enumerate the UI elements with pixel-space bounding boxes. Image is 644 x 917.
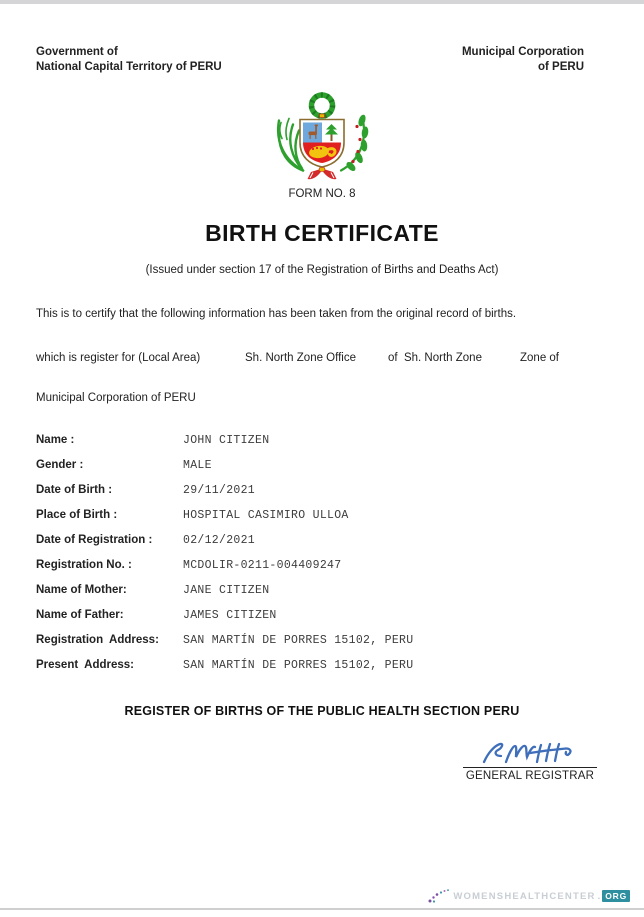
form-number: FORM NO. 8 (288, 188, 356, 200)
peru-coat-of-arms-icon (269, 90, 375, 184)
field-value: 02/12/2021 (183, 534, 256, 547)
field-value: MCDOLIR-0211-004409247 (183, 559, 342, 572)
register-corporation-text: Municipal Corporation of PERU (36, 392, 196, 404)
field-row (36, 580, 608, 605)
issuer-left (36, 45, 222, 75)
certificate-title: BIRTH CERTIFICATE (205, 220, 439, 246)
field-value: 29/11/2021 (183, 484, 256, 497)
signature-block (463, 740, 597, 782)
register-line (0, 352, 644, 368)
watermark-separator: . (597, 890, 601, 902)
field-label: Date of Registration : (36, 534, 153, 546)
header (36, 45, 584, 75)
fields-list (36, 430, 608, 680)
watermark-site-name: WOMENSHEALTHCENTER (453, 890, 596, 902)
field-row (36, 530, 608, 555)
signature-line (463, 767, 597, 768)
field-label: Name of Mother: (36, 584, 127, 596)
watermark (427, 888, 630, 904)
field-row (36, 455, 608, 480)
field-row (36, 505, 608, 530)
field-value: SAN MARTÍN DE PORRES 15102, PERU (183, 634, 414, 647)
field-row (36, 655, 608, 680)
top-border-bar (0, 0, 644, 4)
field-row (36, 430, 608, 455)
field-value: HOSPITAL CASIMIRO ULLOA (183, 509, 349, 522)
field-value: JANE CITIZEN (183, 584, 270, 597)
field-row (36, 605, 608, 630)
registrar-label: GENERAL REGISTRAR (465, 770, 595, 782)
field-value: JAMES CITIZEN (183, 609, 277, 622)
field-label: Date of Birth : (36, 484, 113, 496)
field-label: Registration No. : (36, 559, 132, 571)
field-value: JOHN CITIZEN (183, 434, 270, 447)
field-label: Place of Birth : (36, 509, 118, 521)
register-office-value: Sh. North Zone Office (245, 352, 357, 364)
field-row (36, 555, 608, 580)
register-zoneof-text: Zone of (520, 352, 559, 364)
field-value: SAN MARTÍN DE PORRES 15102, PERU (183, 659, 414, 672)
certificate-subtitle: (Issued under section 17 of the Registration of Births and Deaths Act) (145, 264, 499, 276)
field-row (36, 480, 608, 505)
watermark-dots-icon (427, 888, 451, 904)
issuer-left-line1: Government of (36, 46, 118, 58)
field-label: Registration Address: (36, 634, 159, 646)
issuer-right-line1: Municipal Corporation (461, 46, 584, 58)
registrar-signature-icon (478, 740, 582, 768)
issuer-right-line2: of PERU (538, 61, 584, 74)
register-zone-value: of Sh. North Zone (388, 352, 482, 364)
field-label: Name of Father: (36, 609, 124, 621)
bottom-border-line (0, 908, 644, 910)
register-footer-title: REGISTER OF BIRTHS OF THE PUBLIC HEALTH SECTION PERU (124, 704, 520, 718)
certify-statement: This is to certify that the following information has been taken from the original record of births. (36, 308, 517, 320)
field-value: MALE (183, 459, 212, 472)
field-label: Name : (36, 434, 75, 446)
issuer-left-line2: National Capital Territory of PERU (36, 61, 222, 74)
field-row (36, 630, 608, 655)
issuer-right (462, 45, 584, 75)
watermark-org-badge: ORG (602, 890, 630, 902)
field-label: Gender : (36, 459, 84, 471)
field-label: Present Address: (36, 659, 134, 671)
register-lead-text: which is register for (Local Area) (36, 352, 201, 364)
